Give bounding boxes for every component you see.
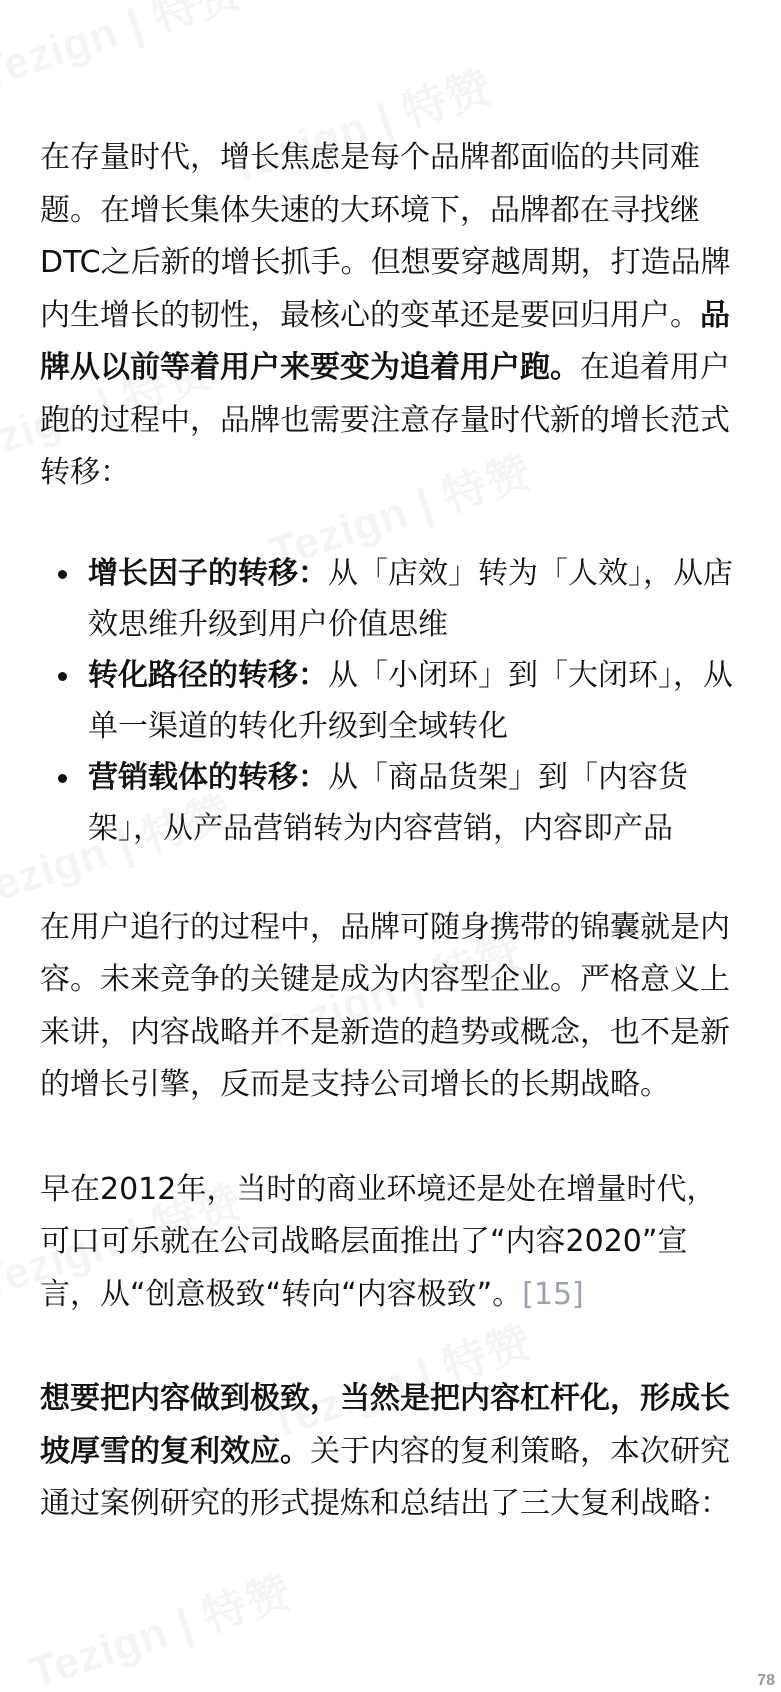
paragraph-text: 在存量时代，增长焦虑是每个品牌都面临的共同难题。在增长集体失速的大环境下，品牌都在寻找继DTC之后新的增长抓手。但想要穿越周期，打造品牌内生增长的韧性，最核心的变革还是要回归用户。 <box>40 140 731 333</box>
emphasis-text: 品牌从以前等着用户来要变为追着用户跑。 <box>40 297 730 385</box>
emphasis-text: 想要把内容做到极致，当然是把内容杠杆化，形成长坡厚雪的复利效应。 <box>40 1381 730 1469</box>
watermark <box>0 0 248 101</box>
paragraph-coca-cola <box>40 1164 740 1322</box>
bullet-title: 转化路径的转移： <box>88 657 328 693</box>
paragraph-intro <box>40 132 740 500</box>
list-item <box>40 752 740 854</box>
list-item <box>40 548 740 650</box>
list-item <box>40 650 740 752</box>
paragraph-text: 关于内容的复利策略，本次研究通过案例研究的形式提炼和总结出了三大复利战略： <box>40 1433 730 1521</box>
page-number: 78 <box>757 1672 775 1689</box>
paragraph-content <box>40 902 740 1112</box>
paragraph-text: 早在2012年，当时的商业环境还是处在增量时代，可口可乐就在公司战略层面推出了“内容2020”宣言，从“创意极致“转向“内容极致”。 <box>40 1171 717 1312</box>
bullet-text: 从「小闭环」到「大闭环」，从单一渠道的转化升级到全域转化 <box>88 657 733 744</box>
paragraph-text: 在用户追行的过程中，品牌可随身携带的锦囊就是内容。未来竞争的关键是成为内容型企业。严格意义上来讲，内容战略并不是新造的趋势或概念，也不是新的增长引擎，反而是支持公司增长的长期战略。 <box>40 909 730 1102</box>
document-body <box>40 132 740 1531</box>
watermark <box>20 1556 298 1692</box>
bullet-text: 从「商品货架」到「内容货架」，从产品营销转为内容营销，内容即产品 <box>88 759 688 846</box>
footnote-reference[interactable]: [15] <box>522 1276 584 1312</box>
bullet-title: 增长因子的转移： <box>88 555 328 591</box>
bullet-list <box>40 548 740 854</box>
bullet-text: 从「店效」转为「人效」，从店效思维升级到用户价值思维 <box>88 555 733 642</box>
bullet-title: 营销载体的转移： <box>88 759 328 795</box>
paragraph-text: 在追着用户跑的过程中，品牌也需要注意存量时代新的增长范式转移： <box>40 350 730 490</box>
paragraph-compound-strategy <box>40 1373 740 1531</box>
